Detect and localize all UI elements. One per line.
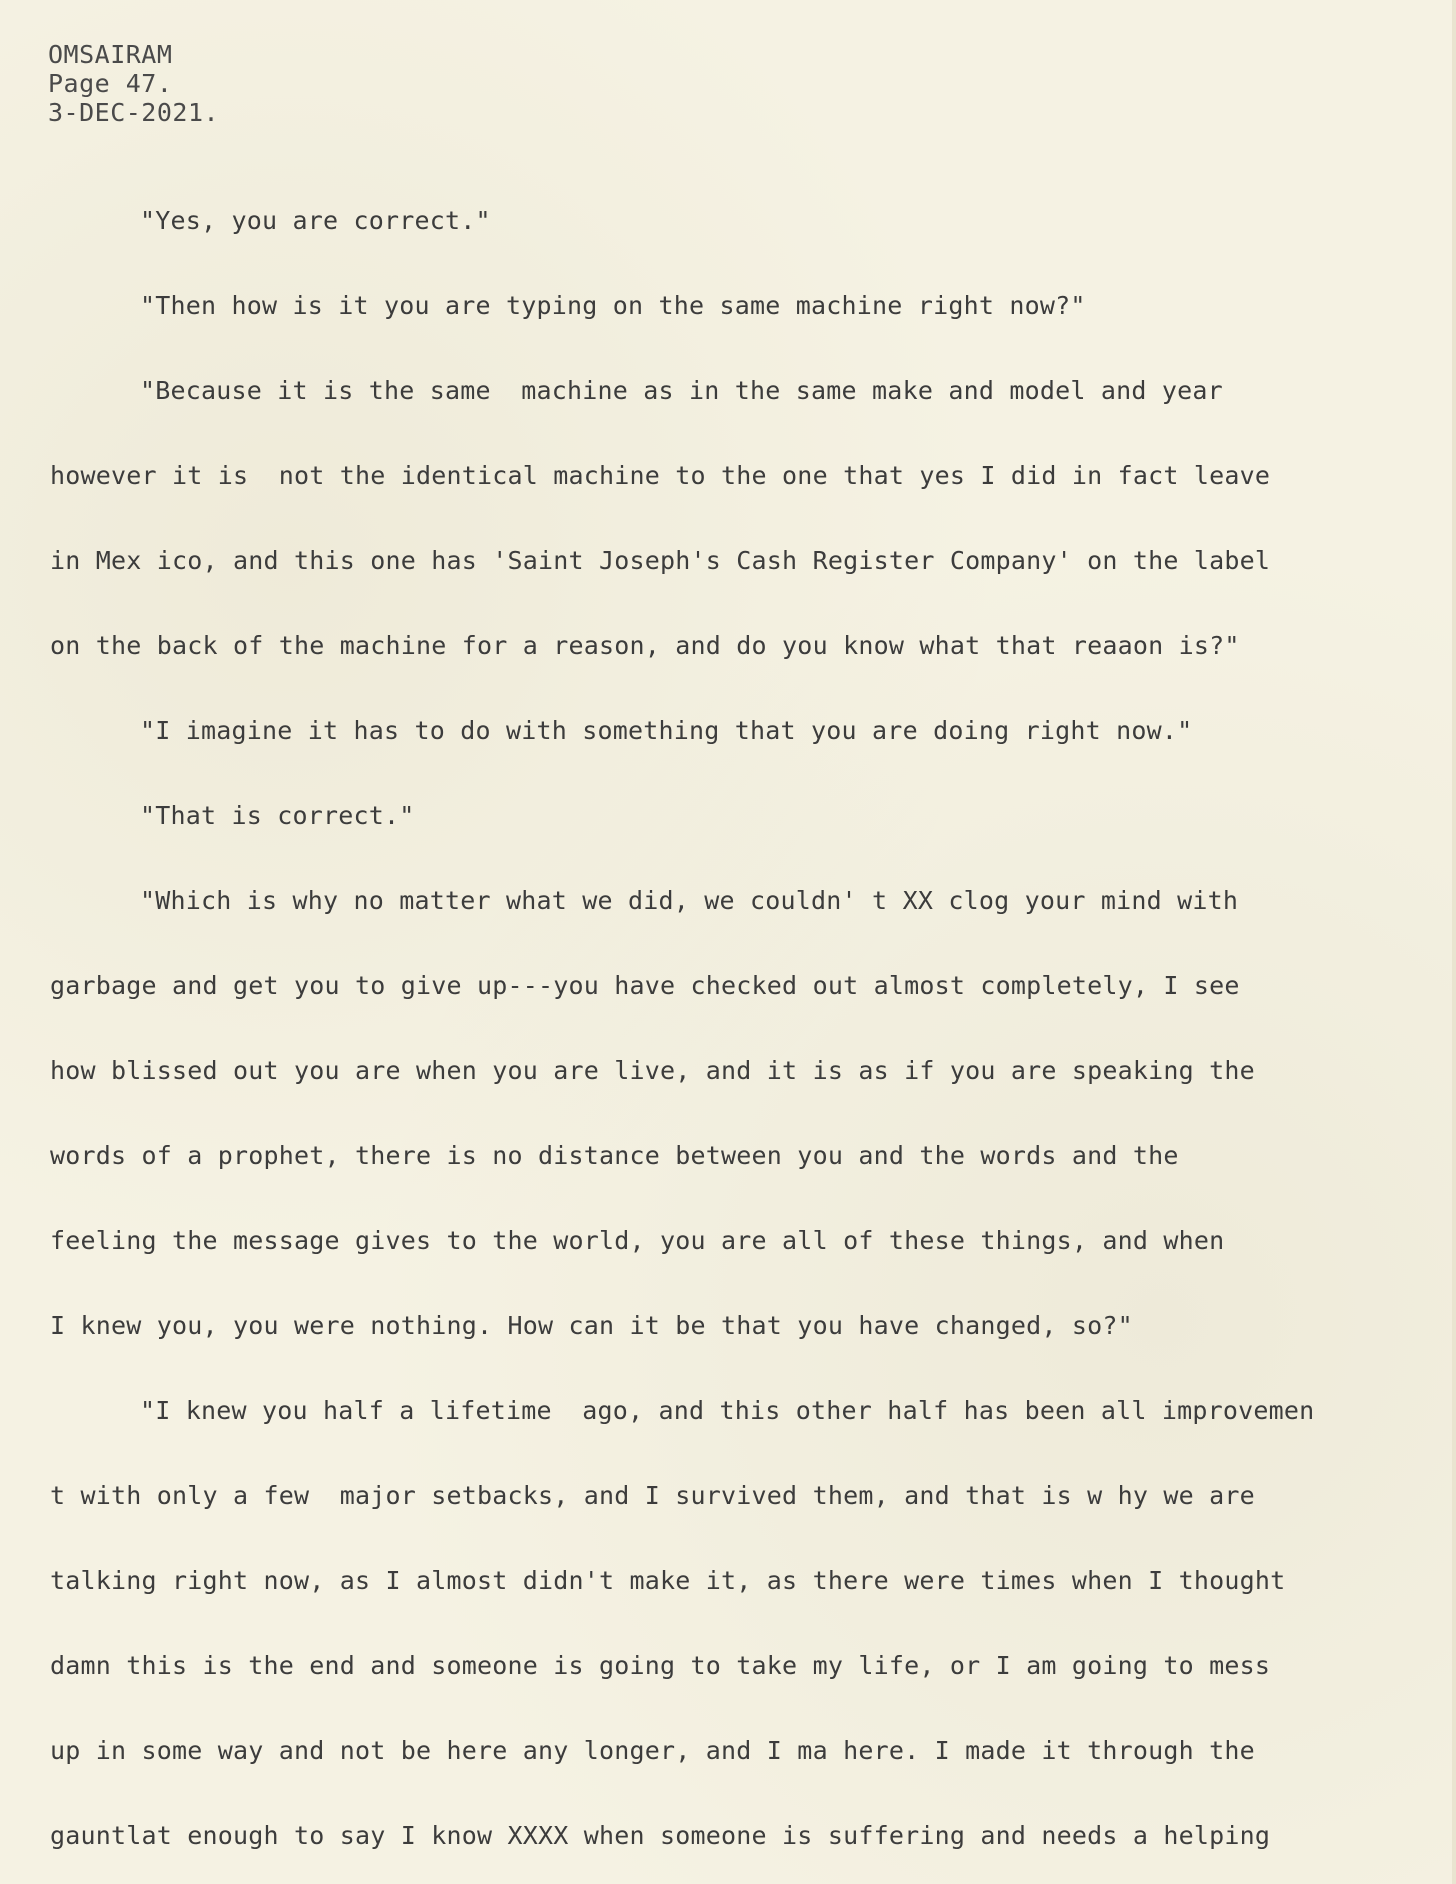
text-line: talking right now, as I almost didn't make it, as there were times when I thought	[50, 1566, 1286, 1595]
page-header	[48, 40, 219, 127]
text-line: feeling the message gives to the world, you are all of these things, and when	[50, 1226, 1225, 1255]
text-line: up in some way and not be here any longer, and I ma here. I made it through the	[50, 1736, 1255, 1765]
text-line: "I knew you half a lifetime ago, and this other half has been all improvemen	[140, 1396, 1315, 1425]
text-line: I knew you, you were nothing. How can it be that you have changed, so?"	[50, 1311, 1133, 1340]
text-line: gauntlat enough to say I know XXXX when someone is suffering and needs a helping	[50, 1821, 1271, 1850]
text-line: garbage and get you to give up---you have checked out almost completely, I see	[50, 971, 1240, 1000]
text-line: however it is not the identical machine to the one that yes I did in fact leave	[50, 461, 1271, 490]
header-date: 3-DEC-2021.	[48, 98, 220, 127]
text-line: "Yes, you are correct."	[140, 206, 491, 235]
text-line: "Then how is it you are typing on the same machine right now?"	[140, 291, 1086, 320]
header-page-number: Page 47.	[48, 69, 173, 98]
text-line: in Mex ico, and this one has 'Saint Joseph's Cash Register Company' on the label	[50, 546, 1271, 575]
text-line: "That is correct."	[140, 801, 415, 830]
text-line: damn this is the end and someone is going to take my life, or I am going to mess	[50, 1651, 1271, 1680]
text-line: t with only a few major setbacks, and I survived them, and that is w hy we are	[50, 1481, 1255, 1510]
text-line: "I imagine it has to do with something that you are doing right now."	[140, 716, 1193, 745]
text-line: words of a prophet, there is no distance between you and the words and the	[50, 1141, 1179, 1170]
body-text	[50, 178, 1450, 1878]
text-line: "Because it is the same machine as in the same make and model and year	[140, 376, 1223, 405]
header-title: OMSAIRAM	[48, 40, 173, 69]
text-line: "Which is why no matter what we did, we couldn' t XX clog your mind with	[140, 886, 1239, 915]
text-line: on the back of the machine for a reason, and do you know what that reaaon is?"	[50, 631, 1240, 660]
text-line: how blissed out you are when you are live, and it is as if you are speaking the	[50, 1056, 1255, 1085]
